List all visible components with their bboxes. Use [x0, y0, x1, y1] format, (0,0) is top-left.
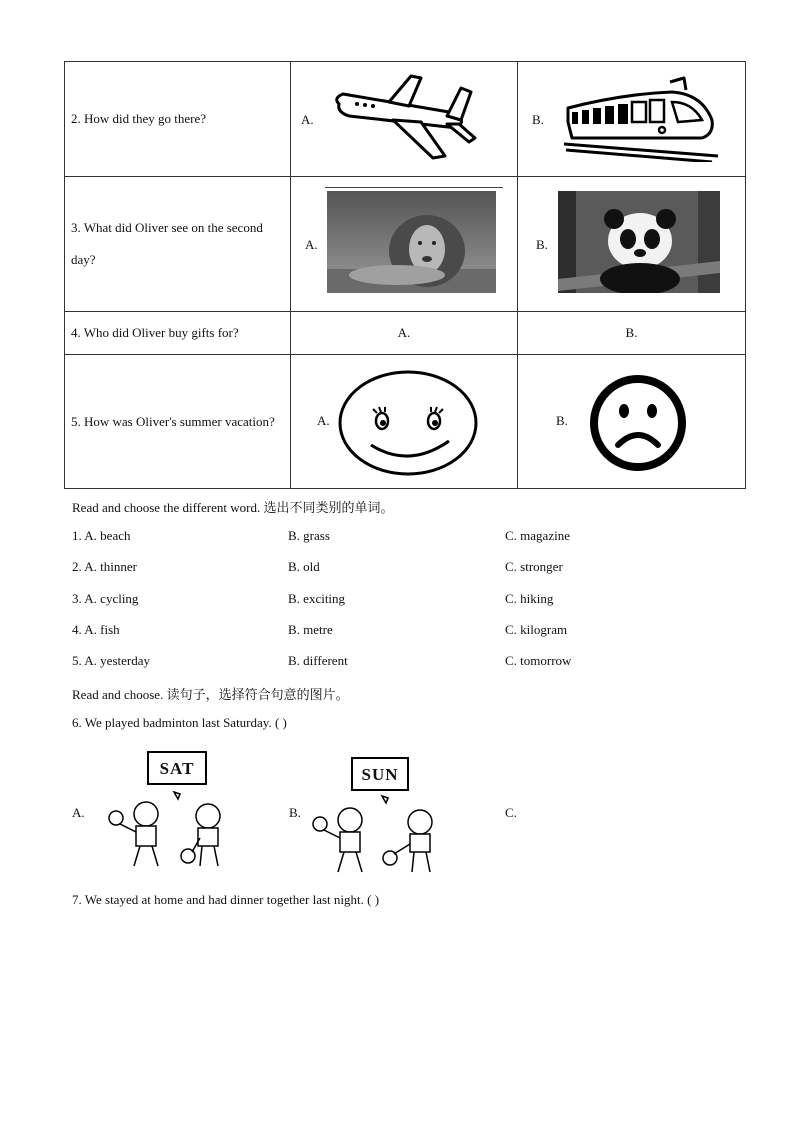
happy-face-icon — [337, 369, 479, 477]
option-label: A. — [317, 413, 330, 428]
option-b: B. different — [288, 653, 348, 668]
table-row — [65, 355, 746, 489]
divider — [325, 187, 503, 188]
question-text: 4. Who did Oliver buy gifts for? — [71, 325, 239, 340]
option-label: A. — [305, 237, 318, 252]
section-heading: Read and choose the different word. 选出不同类别的单词。 — [72, 500, 394, 515]
badminton-kids-icon — [104, 788, 240, 874]
option-c: C. kilogram — [505, 622, 568, 637]
calendar-label: SAT — [159, 759, 195, 778]
option-b: B. old — [288, 559, 320, 574]
option-c: C. stronger — [505, 559, 563, 574]
option-b: B. exciting — [288, 591, 346, 606]
option-b: B. metre — [288, 622, 333, 637]
option-a: 5. A. yesterday — [72, 653, 150, 668]
calendar-label: SUN — [361, 765, 399, 784]
calendar-sat-sign — [147, 751, 207, 785]
airplane-icon — [329, 72, 479, 164]
option-label: B. — [532, 112, 544, 127]
table-row — [65, 177, 746, 312]
question-text: 2. How did they go there? — [71, 111, 207, 126]
table-row — [65, 312, 746, 355]
option-a: 2. A. thinner — [72, 559, 137, 574]
section-heading: Read and choose. 读句子，选择符合句意的图片。 — [72, 687, 349, 702]
question-table — [64, 61, 746, 489]
option-a: 3. A. cycling — [72, 591, 139, 606]
option-label: A. — [301, 112, 314, 127]
option-a: 1. A. beach — [72, 528, 131, 543]
question-text: 5. How was Oliver's summer vacation? — [71, 413, 275, 429]
option-label: B. — [625, 325, 638, 340]
option-label: B. — [556, 413, 568, 428]
calendar-sun-sign — [351, 757, 409, 791]
option-c: C. hiking — [505, 591, 554, 606]
option-label: A. — [72, 805, 85, 820]
option-b: B. grass — [288, 528, 330, 543]
option-label: B. — [289, 805, 301, 820]
badminton-kids-icon — [308, 794, 448, 880]
question-text: 7. We stayed at home and had dinner together last night. ( ) — [72, 892, 380, 907]
question-text: 6. We played badminton last Saturday. ( ) — [72, 715, 287, 730]
question-text: 3. What did Oliver see on the second day? — [71, 220, 263, 267]
option-c: C. tomorrow — [505, 653, 572, 668]
sad-face-icon — [588, 373, 688, 473]
option-c: C. magazine — [505, 528, 570, 543]
lion-photo — [327, 191, 496, 293]
panda-photo — [558, 191, 720, 293]
option-a: 4. A. fish — [72, 622, 120, 637]
train-icon — [562, 72, 722, 162]
option-label: A. — [397, 325, 411, 340]
table-row — [65, 62, 746, 177]
option-label: B. — [536, 237, 548, 252]
option-label: C. — [505, 805, 517, 820]
